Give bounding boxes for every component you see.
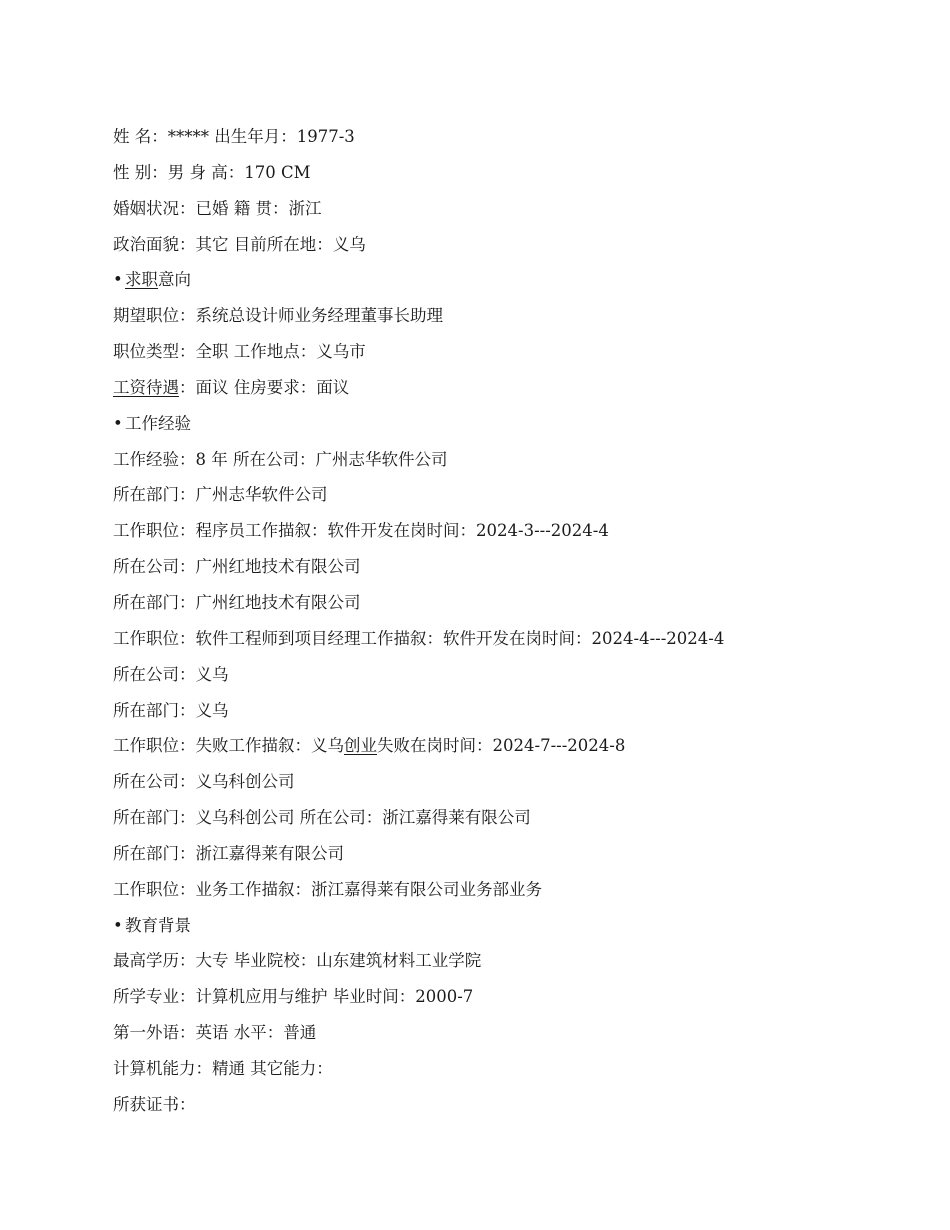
political-location-line: 政治面貌：其它 目前所在地：义乌 [113, 234, 366, 254]
work-line: 所在部门：广州志华软件公司 [113, 485, 328, 505]
section-heading-job-intention [113, 262, 893, 298]
heading-underlined-part: 求职 [125, 270, 158, 290]
work-line: 工作职位：业务工作描叙：浙江嘉得莱有限公司业务部业务 [113, 879, 542, 899]
expected-position-line: 期望职位：系统总设计师业务经理董事长助理 [113, 306, 443, 326]
bullet-icon: • [113, 270, 123, 290]
work-line: 所在公司：广州红地技术有限公司 [113, 557, 361, 577]
work-line-before: 工作职位：失败工作描叙：义乌 [113, 736, 344, 756]
marital-origin-line: 婚姻状况：已婚 籍 贯：浙江 [113, 198, 322, 218]
work-line: 所在部门：广州红地技术有限公司 [113, 592, 361, 612]
education-line: 所获证书： [113, 1094, 196, 1114]
section-heading-text: 教育背景 [125, 915, 191, 935]
name-birth-line: 姓 名：***** 出生年月：1977-3 [113, 127, 355, 146]
education-line: 最高学历：大专 毕业院校：山东建筑材料工业学院 [113, 951, 482, 971]
education-line: 所学专业：计算机应用与维护 毕业时间：2000-7 [113, 987, 474, 1007]
section-heading-work-experience [113, 406, 893, 442]
heading-rest-part: 意向 [158, 270, 191, 290]
work-line: 工作经验：8 年 所在公司：广州志华软件公司 [113, 449, 448, 469]
resume-body [113, 119, 893, 1123]
salary-housing-rest: ：面议 住房要求：面议 [179, 377, 350, 397]
bullet-icon: • [113, 413, 123, 433]
work-line-underlined: 创业 [344, 736, 377, 756]
work-line: 所在公司：义乌 [113, 664, 229, 684]
section-heading-text: 工作经验 [125, 413, 191, 433]
section-heading-education [113, 908, 893, 944]
work-line-after: 失败在岗时间：2024-7---2024-8 [377, 736, 626, 756]
work-line: 所在部门：义乌科创公司 所在公司：浙江嘉得莱有限公司 [113, 808, 531, 828]
gender-height-line: 性 别：男 身 高：170 CM [113, 162, 311, 182]
job-type-location-line: 职位类型：全职 工作地点：义乌市 [113, 342, 366, 362]
work-line: 所在部门：义乌 [113, 700, 229, 720]
work-line: 所在部门：浙江嘉得莱有限公司 [113, 843, 344, 863]
work-line: 工作职位：软件工程师到项目经理工作描叙：软件开发在岗时间：2024-4---2024-4 [113, 628, 725, 648]
education-line: 第一外语：英语 水平：普通 [113, 1023, 317, 1043]
education-line: 计算机能力：精通 其它能力： [113, 1058, 333, 1078]
work-line: 所在公司：义乌科创公司 [113, 772, 295, 792]
work-line-startup [113, 728, 893, 764]
salary-label-underlined: 工资待遇 [113, 377, 179, 397]
work-line: 工作职位：程序员工作描叙：软件开发在岗时间：2024-3---2024-4 [113, 521, 609, 541]
bullet-icon: • [113, 915, 123, 935]
salary-housing-line [113, 370, 893, 406]
